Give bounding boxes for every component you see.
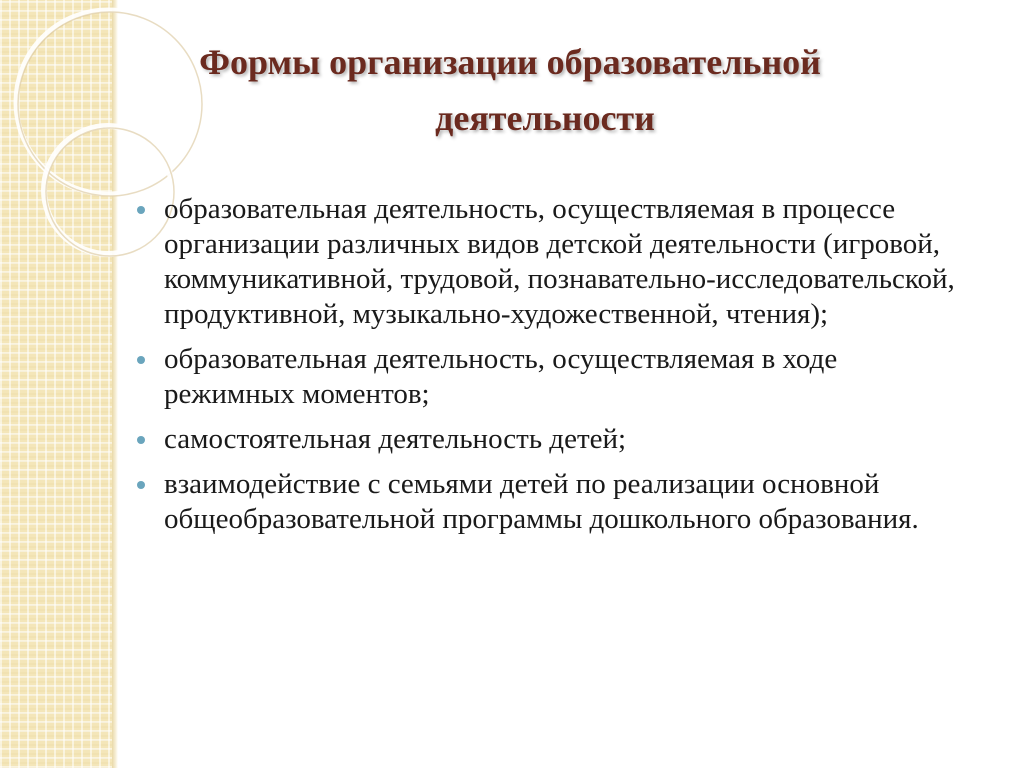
bullet-text: взаимодействие с семьями детей по реализации основной общеобразовательной программы дошкольного образования. xyxy=(164,468,919,535)
bullet-text: образовательная деятельность, осуществляемая в процессе организации различных видов детской деятельности (игровой, коммуникативной, трудовой, познавательно-исследовательской, продуктивной, музыкально-художественной, чтения); xyxy=(164,193,955,330)
side-pattern-strip xyxy=(0,0,112,768)
bullet-dot-icon xyxy=(137,206,145,214)
slide-title-line-1: Формы организации образовательной xyxy=(199,42,821,82)
bullet-item xyxy=(134,422,974,457)
slide-title-line-2: деятельности xyxy=(435,98,655,138)
bullet-dot-icon xyxy=(137,356,145,364)
bullet-item xyxy=(134,342,974,412)
bullet-item xyxy=(134,467,974,537)
slide-title xyxy=(100,34,920,146)
bullet-item xyxy=(134,192,974,332)
bullet-text: самостоятельная деятельность детей; xyxy=(164,423,627,455)
bullet-list xyxy=(134,192,974,547)
bullet-text: образовательная деятельность, осуществляемая в ходе режимных моментов; xyxy=(164,343,838,410)
bullet-dot-icon xyxy=(137,481,145,489)
bullet-dot-icon xyxy=(137,436,145,444)
